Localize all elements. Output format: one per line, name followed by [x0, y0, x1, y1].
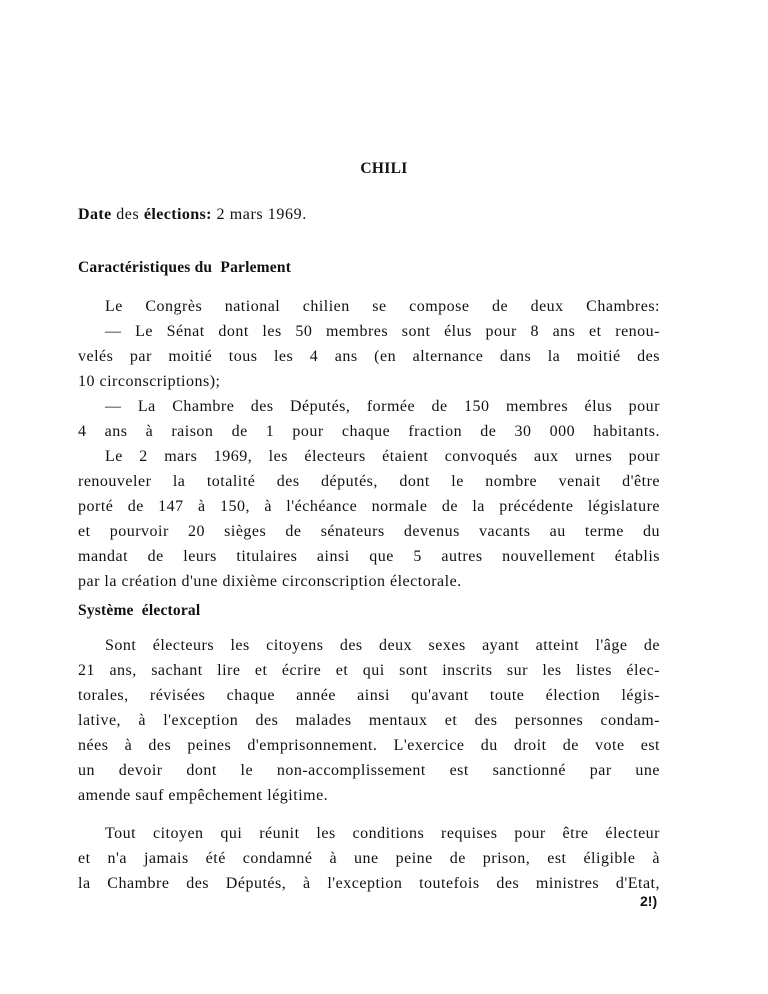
- paragraph-line: Sont électeurs les citoyens des deux sexes ayant atteint l'âge de: [105, 637, 660, 654]
- paragraph-line: mandat de leurs titulaires ainsi que 5 autres nouvellement établis: [78, 548, 660, 565]
- paragraph-line: torales, révisées chaque année ainsi qu'avant toute élection légis-: [78, 687, 660, 704]
- election-date-line: [78, 206, 307, 224]
- paragraph-line: renouveler la totalité des députés, dont le nombre venait d'être: [78, 473, 660, 490]
- paragraph-line: et pourvoir 20 sièges de sénateurs devenus vacants au terme du: [78, 523, 660, 540]
- paragraph-line: Le Congrès national chilien se compose de deux Chambres:: [105, 298, 660, 315]
- paragraph-line: Le 2 mars 1969, les électeurs étaient convoqués aux urnes pour: [105, 448, 660, 465]
- paragraph-line: 10 circonscriptions);: [78, 373, 221, 390]
- paragraph-line: velés par moitié tous les 4 ans (en alternance dans la moitié des: [78, 348, 660, 365]
- paragraph-line: Tout citoyen qui réunit les conditions requises pour être électeur: [105, 825, 660, 842]
- paragraph-line: et n'a jamais été condamné à une peine de prison, est éligible à: [78, 850, 660, 867]
- elections-label: élections:: [143, 206, 212, 223]
- paragraph-line: par la création d'une dixième circonscription électorale.: [78, 573, 462, 590]
- paragraph-line: nées à des peines d'emprisonnement. L'exercice du droit de vote est: [78, 737, 660, 754]
- section-heading-parlement: Caractéristiques du Parlement: [78, 259, 292, 276]
- paragraph-line: lative, à l'exception des malades mentaux et des personnes condam-: [78, 712, 660, 729]
- section-heading-systeme: Système électoral: [78, 602, 201, 619]
- paragraph-line: — La Chambre des Députés, formée de 150 membres élus pour: [105, 398, 660, 415]
- date-label: Date: [78, 206, 112, 223]
- paragraph-line: amende sauf empêchement légitime.: [78, 787, 329, 804]
- paragraph-line: porté de 147 à 150, à l'échéance normale de la précédente législature: [78, 498, 660, 515]
- page-title: CHILI: [360, 160, 408, 177]
- page-number: 2!): [640, 893, 658, 909]
- paragraph-line: un devoir dont le non-accomplissement est sanctionné par une: [78, 762, 660, 779]
- paragraph-line: 4 ans à raison de 1 pour chaque fraction de 30 000 habitants.: [78, 423, 660, 440]
- paragraph-line: — Le Sénat dont les 50 membres sont élus pour 8 ans et renou-: [105, 323, 660, 340]
- paragraph-line: 21 ans, sachant lire et écrire et qui sont inscrits sur les listes élec-: [78, 662, 660, 679]
- paragraph-line: la Chambre des Députés, à l'exception toutefois des ministres d'Etat,: [78, 875, 660, 892]
- date-value: 2 mars 1969.: [211, 206, 307, 223]
- date-text-1: des: [111, 206, 144, 223]
